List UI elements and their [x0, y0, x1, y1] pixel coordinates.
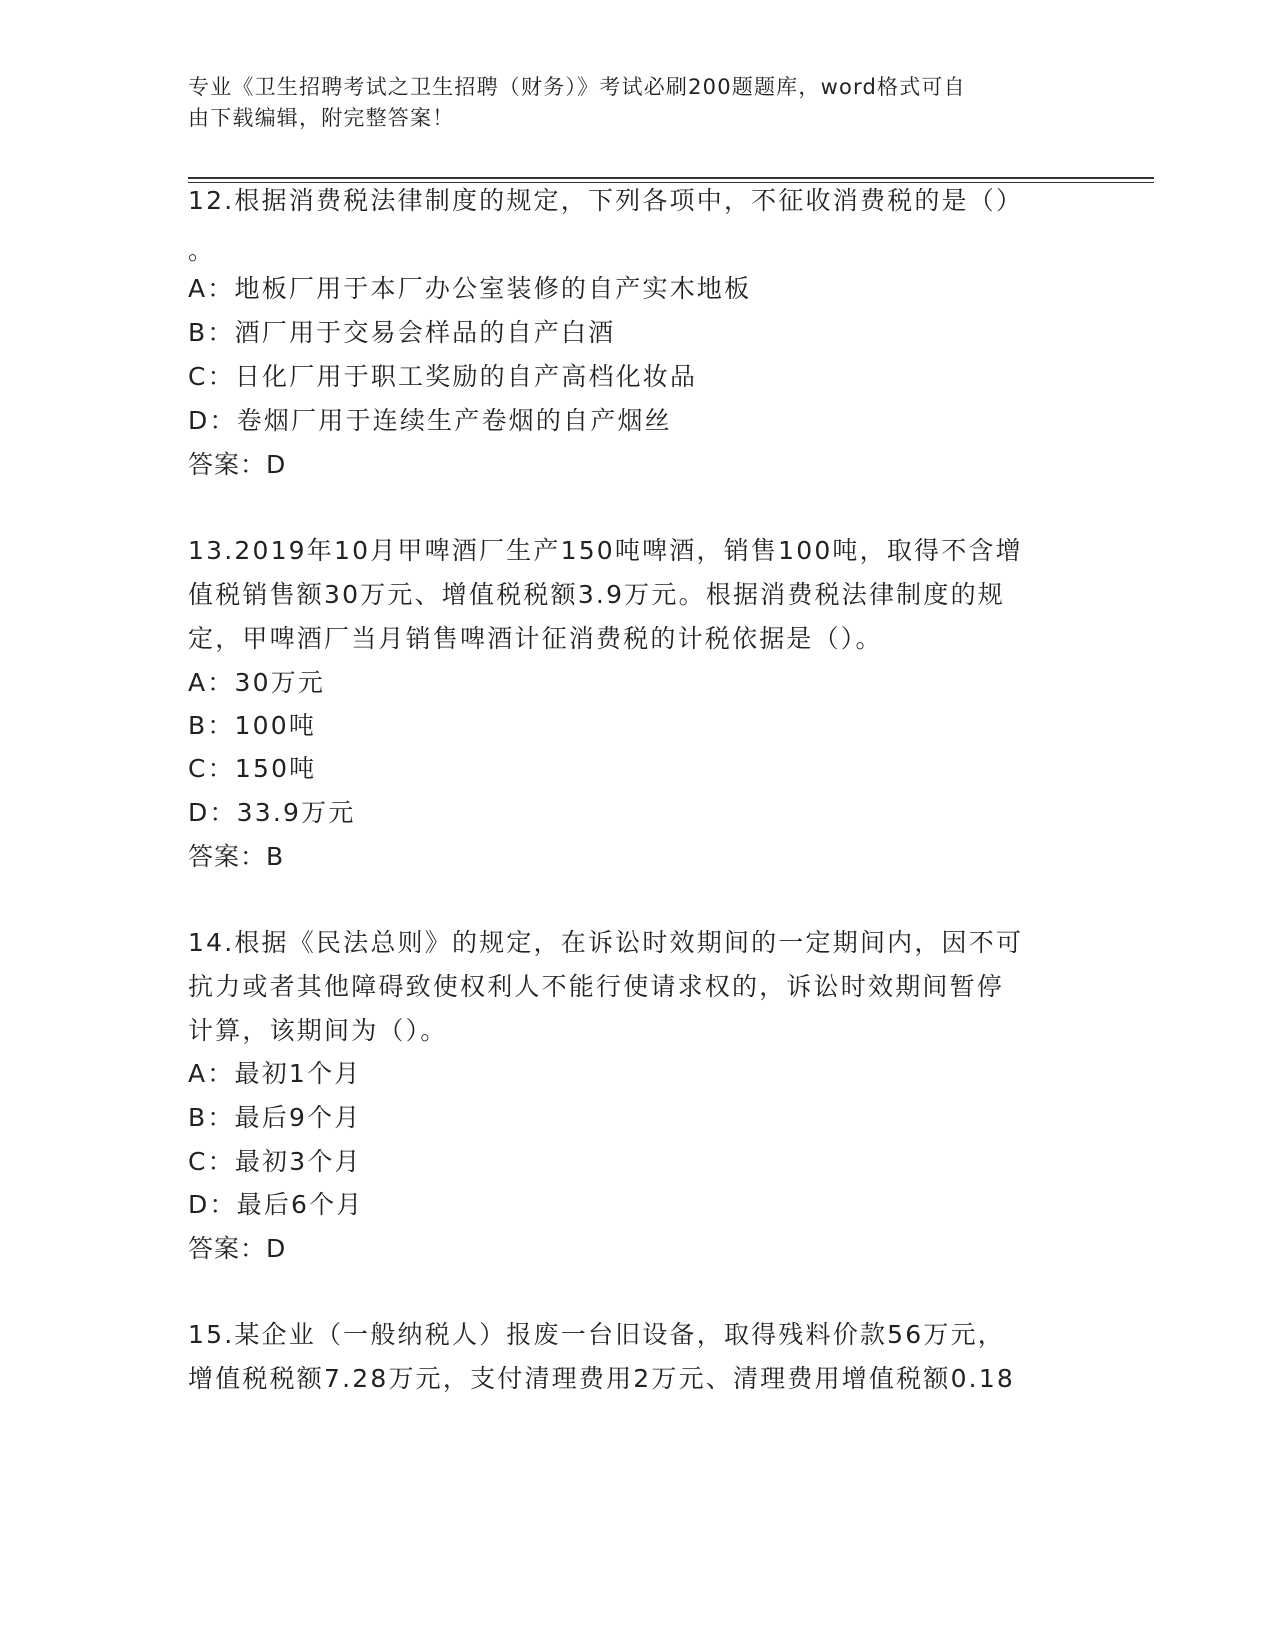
option-b: B：酒厂用于交易会样品的自产白酒	[188, 318, 616, 347]
question-text-line: 14.根据《民法总则》的规定，在诉讼时效期间的一定期间内，因不可	[188, 928, 1024, 957]
answer: 答案：B	[188, 842, 285, 871]
question-text-line: 定，甲啤酒厂当月销售啤酒计征消费税的计税依据是（）。	[188, 624, 883, 653]
header-line-1: 专业《卫生招聘考试之卫生招聘（财务）》考试必刷200题题库，word格式可自	[188, 75, 966, 99]
document-header	[188, 72, 1088, 134]
option-c: C：日化厂用于职工奖励的自产高档化妆品	[188, 362, 698, 391]
option-b: B：最后9个月	[188, 1103, 362, 1132]
option-a: A：30万元	[188, 668, 326, 697]
header-line-2: 由下载编辑，附完整答案！	[188, 106, 455, 130]
option-d: D：卷烟厂用于连续生产卷烟的自产烟丝	[188, 406, 672, 435]
header-divider-bottom	[188, 182, 1154, 183]
option-d: D：最后6个月	[188, 1190, 364, 1219]
question-text-line: 15.某企业（一般纳税人）报废一台旧设备，取得残料价款56万元，	[188, 1320, 1005, 1349]
option-c: C：最初3个月	[188, 1147, 362, 1176]
question-text-line: 13.2019年10月甲啤酒厂生产150吨啤酒，销售100吨，取得不含增	[188, 536, 1023, 565]
question-text-line: 值税销售额30万元、增值税税额3.9万元。根据消费税法律制度的规	[188, 580, 1005, 609]
question-text-line: 计算，该期间为（）。	[188, 1016, 448, 1045]
question-text-line: 抗力或者其他障碍致使权利人不能行使请求权的，诉讼时效期间暂停	[188, 972, 1005, 1001]
answer: 答案：D	[188, 1234, 287, 1263]
question-text-line: 。	[188, 236, 216, 265]
option-d: D：33.9万元	[188, 798, 356, 827]
option-a: A：最初1个月	[188, 1059, 362, 1088]
option-c: C：150吨	[188, 754, 317, 783]
header-divider-top	[188, 177, 1154, 179]
answer: 答案：D	[188, 450, 287, 479]
option-a: A：地板厂用于本厂办公室装修的自产实木地板	[188, 274, 752, 303]
option-b: B：100吨	[188, 711, 317, 740]
question-text-line: 12.根据消费税法律制度的规定，下列各项中，不征收消费税的是（）	[188, 186, 1024, 215]
question-text-line: 增值税税额7.28万元，支付清理费用2万元、清理费用增值税额0.18	[188, 1364, 1016, 1393]
